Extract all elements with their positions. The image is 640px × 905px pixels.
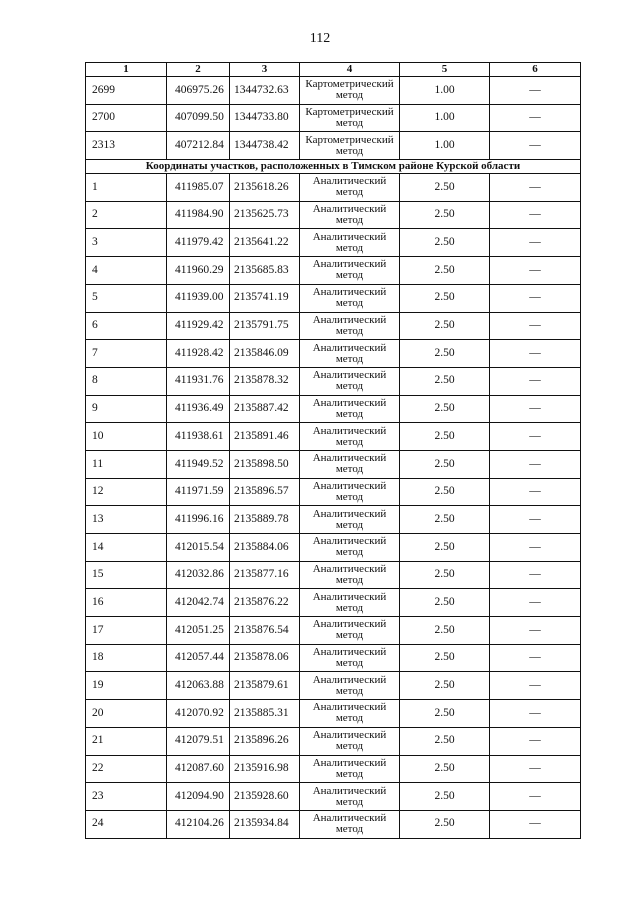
y-coordinate-cell: 2135896.26 (230, 727, 300, 755)
method-line-1: Аналитический (312, 452, 387, 465)
table-row (86, 727, 581, 755)
y-coordinate-cell: 2135741.19 (230, 284, 300, 312)
point-number-cell: 2700 (86, 104, 167, 132)
table-row (86, 810, 581, 838)
accuracy-cell: 2.50 (400, 450, 490, 478)
method-line-1: Аналитический (312, 646, 387, 659)
section-row (86, 160, 581, 174)
method-line-1: Аналитический (312, 424, 387, 437)
method-line-2: метод (335, 823, 364, 836)
column-header: 6 (490, 63, 581, 77)
y-coordinate-cell: 2135618.26 (230, 174, 300, 202)
point-number-cell: 15 (86, 561, 167, 589)
method-cell (300, 644, 400, 672)
method-line-1: Аналитический (312, 258, 387, 271)
point-number-cell: 13 (86, 506, 167, 534)
accuracy-cell: 2.50 (400, 644, 490, 672)
point-number-cell: 23 (86, 783, 167, 811)
point-number-cell: 4 (86, 257, 167, 285)
accuracy-cell: 2.50 (400, 534, 490, 562)
note-cell: — (490, 534, 581, 562)
note-cell: — (490, 589, 581, 617)
note-cell: — (490, 257, 581, 285)
table-row (86, 201, 581, 229)
y-coordinate-cell: 2135885.31 (230, 700, 300, 728)
x-coordinate-cell: 411971.59 (167, 478, 230, 506)
y-coordinate-cell: 2135791.75 (230, 312, 300, 340)
method-line-1: Аналитический (312, 729, 387, 742)
table-row (86, 104, 581, 132)
method-line-1: Аналитический (312, 563, 387, 576)
method-line-2: метод (335, 435, 364, 448)
section-title: Координаты участков, расположенных в Тимском районе Курской области (86, 160, 581, 174)
point-number-cell: 14 (86, 534, 167, 562)
column-header: 5 (400, 63, 490, 77)
x-coordinate-cell: 407099.50 (167, 104, 230, 132)
note-cell: — (490, 644, 581, 672)
accuracy-cell: 2.50 (400, 561, 490, 589)
x-coordinate-cell: 411931.76 (167, 367, 230, 395)
method-line-2: метод (335, 241, 364, 254)
method-line-2: метод (335, 601, 364, 614)
y-coordinate-cell: 2135896.57 (230, 478, 300, 506)
point-number-cell: 11 (86, 450, 167, 478)
y-coordinate-cell: 2135891.46 (230, 423, 300, 451)
y-coordinate-cell: 1344738.42 (230, 132, 300, 160)
method-line-1: Аналитический (312, 618, 387, 631)
accuracy-cell: 2.50 (400, 783, 490, 811)
point-number-cell: 12 (86, 478, 167, 506)
point-number-cell: 9 (86, 395, 167, 423)
method-line-1: Аналитический (312, 756, 387, 769)
accuracy-cell: 1.00 (400, 77, 490, 105)
method-cell (300, 506, 400, 534)
table-row (86, 478, 581, 506)
y-coordinate-cell: 1344733.80 (230, 104, 300, 132)
accuracy-cell: 2.50 (400, 174, 490, 202)
method-line-1: Аналитический (312, 673, 387, 686)
y-coordinate-cell: 2135685.83 (230, 257, 300, 285)
accuracy-cell: 2.50 (400, 727, 490, 755)
x-coordinate-cell: 411979.42 (167, 229, 230, 257)
y-coordinate-cell: 1344732.63 (230, 77, 300, 105)
column-header: 4 (300, 63, 400, 77)
table-row (86, 284, 581, 312)
note-cell: — (490, 174, 581, 202)
method-line-2: метод (335, 297, 364, 310)
method-line-2: метод (335, 186, 364, 199)
x-coordinate-cell: 411928.42 (167, 340, 230, 368)
method-cell (300, 312, 400, 340)
y-coordinate-cell: 2135876.22 (230, 589, 300, 617)
method-line-2: метод (335, 89, 364, 102)
x-coordinate-cell: 412070.92 (167, 700, 230, 728)
method-line-2: метод (335, 629, 364, 642)
table-row (86, 229, 581, 257)
method-cell (300, 367, 400, 395)
column-header: 2 (167, 63, 230, 77)
y-coordinate-cell: 2135916.98 (230, 755, 300, 783)
method-cell (300, 478, 400, 506)
note-cell: — (490, 810, 581, 838)
x-coordinate-cell: 412042.74 (167, 589, 230, 617)
point-number-cell: 2699 (86, 77, 167, 105)
note-cell: — (490, 77, 581, 105)
x-coordinate-cell: 412079.51 (167, 727, 230, 755)
x-coordinate-cell: 412094.90 (167, 783, 230, 811)
accuracy-cell: 2.50 (400, 423, 490, 451)
y-coordinate-cell: 2135898.50 (230, 450, 300, 478)
y-coordinate-cell: 2135887.42 (230, 395, 300, 423)
y-coordinate-cell: 2135879.61 (230, 672, 300, 700)
point-number-cell: 18 (86, 644, 167, 672)
accuracy-cell: 2.50 (400, 478, 490, 506)
x-coordinate-cell: 411996.16 (167, 506, 230, 534)
x-coordinate-cell: 412032.86 (167, 561, 230, 589)
note-cell: — (490, 423, 581, 451)
note-cell: — (490, 450, 581, 478)
coordinates-table (85, 62, 581, 839)
method-cell (300, 201, 400, 229)
method-cell (300, 284, 400, 312)
accuracy-cell: 2.50 (400, 312, 490, 340)
method-line-2: метод (335, 546, 364, 559)
table-row (86, 174, 581, 202)
point-number-cell: 1 (86, 174, 167, 202)
method-cell (300, 561, 400, 589)
method-line-1: Аналитический (312, 175, 387, 188)
method-line-1: Аналитический (312, 203, 387, 216)
point-number-cell: 24 (86, 810, 167, 838)
accuracy-cell: 2.50 (400, 810, 490, 838)
method-cell (300, 132, 400, 160)
table-row (86, 312, 581, 340)
accuracy-cell: 2.50 (400, 589, 490, 617)
table-row (86, 589, 581, 617)
method-line-2: метод (335, 380, 364, 393)
table-row (86, 77, 581, 105)
point-number-cell: 3 (86, 229, 167, 257)
accuracy-cell: 2.50 (400, 284, 490, 312)
point-number-cell: 5 (86, 284, 167, 312)
table-row (86, 132, 581, 160)
table-row (86, 450, 581, 478)
table-header (86, 63, 581, 77)
x-coordinate-cell: 412104.26 (167, 810, 230, 838)
method-line-2: метод (335, 518, 364, 531)
point-number-cell: 8 (86, 367, 167, 395)
method-line-2: метод (335, 574, 364, 587)
method-line-2: метод (335, 795, 364, 808)
accuracy-cell: 2.50 (400, 755, 490, 783)
y-coordinate-cell: 2135641.22 (230, 229, 300, 257)
note-cell: — (490, 727, 581, 755)
method-line-2: метод (335, 490, 364, 503)
table-row (86, 617, 581, 645)
accuracy-cell: 2.50 (400, 700, 490, 728)
x-coordinate-cell: 411929.42 (167, 312, 230, 340)
point-number-cell: 19 (86, 672, 167, 700)
x-coordinate-cell: 411938.61 (167, 423, 230, 451)
method-line-2: метод (335, 740, 364, 753)
table-row (86, 755, 581, 783)
method-line-1: Картометрический (305, 78, 394, 91)
accuracy-cell: 2.50 (400, 367, 490, 395)
method-cell (300, 450, 400, 478)
method-line-2: метод (335, 144, 364, 157)
method-line-1: Аналитический (312, 701, 387, 714)
x-coordinate-cell: 412051.25 (167, 617, 230, 645)
method-line-2: метод (335, 684, 364, 697)
method-line-1: Картометрический (305, 106, 394, 119)
table-row (86, 644, 581, 672)
note-cell: — (490, 672, 581, 700)
note-cell: — (490, 617, 581, 645)
accuracy-cell: 1.00 (400, 132, 490, 160)
method-cell (300, 810, 400, 838)
method-line-2: метод (335, 324, 364, 337)
method-cell (300, 589, 400, 617)
note-cell: — (490, 340, 581, 368)
note-cell: — (490, 700, 581, 728)
method-line-1: Аналитический (312, 341, 387, 354)
table-body (86, 77, 581, 839)
method-cell (300, 700, 400, 728)
method-line-1: Аналитический (312, 313, 387, 326)
method-line-2: метод (335, 657, 364, 670)
method-line-1: Аналитический (312, 479, 387, 492)
y-coordinate-cell: 2135884.06 (230, 534, 300, 562)
method-line-1: Аналитический (312, 286, 387, 299)
column-header: 3 (230, 63, 300, 77)
method-cell (300, 77, 400, 105)
note-cell: — (490, 478, 581, 506)
x-coordinate-cell: 407212.84 (167, 132, 230, 160)
y-coordinate-cell: 2135878.32 (230, 367, 300, 395)
y-coordinate-cell: 2135846.09 (230, 340, 300, 368)
method-cell (300, 229, 400, 257)
accuracy-cell: 2.50 (400, 257, 490, 285)
method-cell (300, 104, 400, 132)
x-coordinate-cell: 411939.00 (167, 284, 230, 312)
point-number-cell: 22 (86, 755, 167, 783)
y-coordinate-cell: 2135878.06 (230, 644, 300, 672)
column-header: 1 (86, 63, 167, 77)
page-number: 112 (309, 31, 331, 46)
note-cell: — (490, 312, 581, 340)
method-line-2: метод (335, 117, 364, 130)
method-line-1: Аналитический (312, 396, 387, 409)
y-coordinate-cell: 2135625.73 (230, 201, 300, 229)
y-coordinate-cell: 2135889.78 (230, 506, 300, 534)
method-line-2: метод (335, 269, 364, 282)
x-coordinate-cell: 411960.29 (167, 257, 230, 285)
note-cell: — (490, 201, 581, 229)
method-line-1: Аналитический (312, 812, 387, 825)
note-cell: — (490, 104, 581, 132)
x-coordinate-cell: 412063.88 (167, 672, 230, 700)
method-cell (300, 257, 400, 285)
method-line-2: метод (335, 407, 364, 420)
method-line-2: метод (335, 352, 364, 365)
accuracy-cell: 2.50 (400, 395, 490, 423)
accuracy-cell: 2.50 (400, 229, 490, 257)
note-cell: — (490, 284, 581, 312)
table-row (86, 700, 581, 728)
method-line-1: Аналитический (312, 590, 387, 603)
y-coordinate-cell: 2135934.84 (230, 810, 300, 838)
note-cell: — (490, 395, 581, 423)
point-number-cell: 17 (86, 617, 167, 645)
method-line-2: метод (335, 463, 364, 476)
method-cell (300, 727, 400, 755)
x-coordinate-cell: 412015.54 (167, 534, 230, 562)
point-number-cell: 2313 (86, 132, 167, 160)
note-cell: — (490, 561, 581, 589)
point-number-cell: 6 (86, 312, 167, 340)
point-number-cell: 16 (86, 589, 167, 617)
accuracy-cell: 2.50 (400, 506, 490, 534)
table-row (86, 367, 581, 395)
x-coordinate-cell: 411949.52 (167, 450, 230, 478)
table-row (86, 534, 581, 562)
method-cell (300, 755, 400, 783)
y-coordinate-cell: 2135928.60 (230, 783, 300, 811)
method-cell (300, 174, 400, 202)
method-cell (300, 534, 400, 562)
method-line-1: Аналитический (312, 507, 387, 520)
accuracy-cell: 2.50 (400, 617, 490, 645)
method-cell (300, 395, 400, 423)
point-number-cell: 21 (86, 727, 167, 755)
method-cell (300, 783, 400, 811)
y-coordinate-cell: 2135876.54 (230, 617, 300, 645)
method-line-1: Аналитический (312, 784, 387, 797)
method-line-1: Аналитический (312, 369, 387, 382)
x-coordinate-cell: 412057.44 (167, 644, 230, 672)
note-cell: — (490, 506, 581, 534)
x-coordinate-cell: 411985.07 (167, 174, 230, 202)
method-line-2: метод (335, 767, 364, 780)
accuracy-cell: 2.50 (400, 201, 490, 229)
method-cell (300, 340, 400, 368)
point-number-cell: 2 (86, 201, 167, 229)
accuracy-cell: 1.00 (400, 104, 490, 132)
point-number-cell: 7 (86, 340, 167, 368)
table-row (86, 340, 581, 368)
table-row (86, 506, 581, 534)
method-line-1: Картометрический (305, 133, 394, 146)
table-row (86, 561, 581, 589)
method-line-2: метод (335, 712, 364, 725)
x-coordinate-cell: 406975.26 (167, 77, 230, 105)
method-cell (300, 423, 400, 451)
x-coordinate-cell: 411936.49 (167, 395, 230, 423)
table-row (86, 423, 581, 451)
table-row (86, 395, 581, 423)
table-row (86, 672, 581, 700)
table-row (86, 257, 581, 285)
point-number-cell: 10 (86, 423, 167, 451)
method-cell (300, 617, 400, 645)
method-line-2: метод (335, 214, 364, 227)
table-row (86, 783, 581, 811)
method-line-1: Аналитический (312, 230, 387, 243)
method-line-1: Аналитический (312, 535, 387, 548)
point-number-cell: 20 (86, 700, 167, 728)
method-cell (300, 672, 400, 700)
note-cell: — (490, 367, 581, 395)
note-cell: — (490, 229, 581, 257)
note-cell: — (490, 132, 581, 160)
y-coordinate-cell: 2135877.16 (230, 561, 300, 589)
accuracy-cell: 2.50 (400, 340, 490, 368)
x-coordinate-cell: 412087.60 (167, 755, 230, 783)
note-cell: — (490, 755, 581, 783)
note-cell: — (490, 783, 581, 811)
accuracy-cell: 2.50 (400, 672, 490, 700)
x-coordinate-cell: 411984.90 (167, 201, 230, 229)
